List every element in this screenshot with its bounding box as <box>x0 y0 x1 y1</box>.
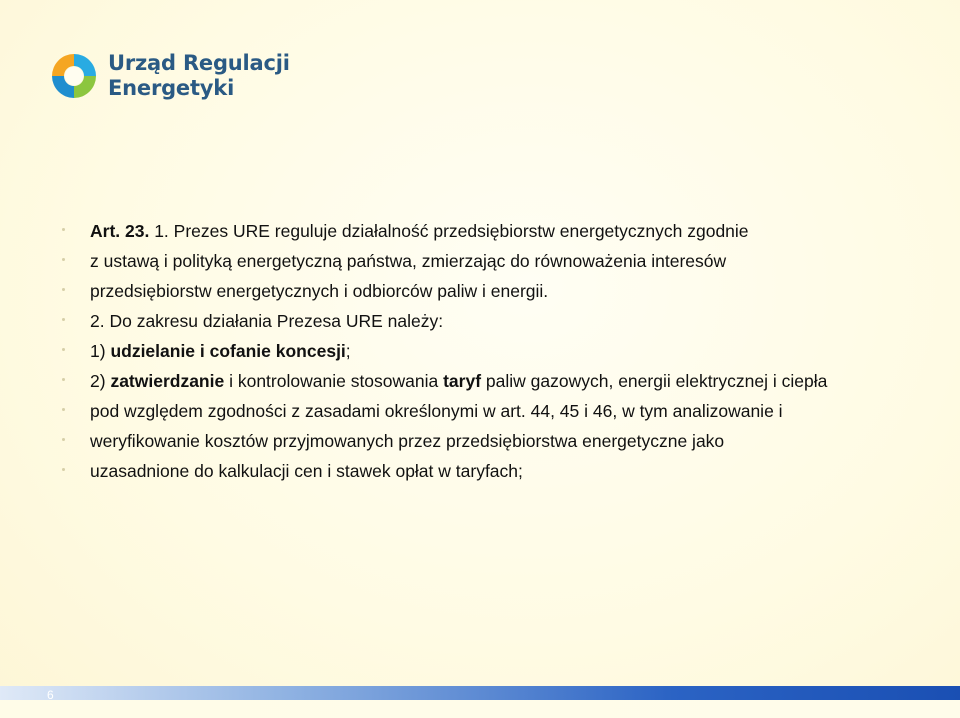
text-segment: z ustawą i polityką energetyczną państwa, zmierzając do równoważenia interesów <box>90 251 727 271</box>
text-line <box>90 396 910 426</box>
bullet-dot <box>62 408 65 411</box>
bullet-dot <box>62 228 65 231</box>
text-segment: paliw gazowych, energii elektrycznej i ciepła <box>481 371 828 391</box>
text-segment: 1. Prezes URE reguluje działalność przedsiębiorstw energetycznych zgodnie <box>149 221 749 241</box>
bullet-dot <box>62 258 65 261</box>
ure-logo-icon <box>48 50 100 102</box>
bullet-dot <box>62 438 65 441</box>
logo-text-line1: Urząd Regulacji <box>108 51 290 75</box>
text-segment: przedsiębiorstw energetycznych i odbiorców paliw i energii. <box>90 281 549 301</box>
text-segment: 2. Do zakresu działania Prezesa URE należy: <box>90 311 444 331</box>
text-line <box>90 216 910 246</box>
text-segment: pod względem zgodności z zasadami określonymi w art. 44, 45 i 46, w tym analizowanie i <box>90 401 783 421</box>
bullet-dot <box>62 378 65 381</box>
bold-term: taryf <box>443 371 482 391</box>
text-segment: weryfikowanie kosztów przyjmowanych przez przedsiębiorstwa energetyczne jako <box>90 431 725 451</box>
text-segment: uzasadnione do kalkulacji cen i stawek opłat w taryfach; <box>90 461 523 481</box>
text-line <box>90 456 910 486</box>
bullet-dot <box>62 468 65 471</box>
footer-spacer <box>0 700 960 718</box>
text-line <box>90 336 910 366</box>
logo-text-line2: Energetyki <box>108 76 235 100</box>
bullet-dot <box>62 318 65 321</box>
text-line <box>90 246 910 276</box>
text-line <box>90 276 910 306</box>
text-segment: ; <box>345 341 351 361</box>
page-number: 6 <box>47 688 54 702</box>
text-segment: i kontrolowanie stosowania <box>224 371 444 391</box>
ure-logo <box>48 44 290 108</box>
text-line <box>90 366 910 396</box>
text-line <box>90 426 910 456</box>
text-segment: 2) <box>90 371 111 391</box>
text-line <box>90 306 910 336</box>
bullet-dot <box>62 348 65 351</box>
article-number: Art. 23. <box>90 221 150 241</box>
footer-bar <box>0 686 960 700</box>
bold-term: zatwierdzanie <box>110 371 225 391</box>
bullet-dot <box>62 288 65 291</box>
text-segment: 1) <box>90 341 111 361</box>
bold-term: udzielanie i cofanie koncesji <box>110 341 346 361</box>
article-text <box>90 216 910 486</box>
